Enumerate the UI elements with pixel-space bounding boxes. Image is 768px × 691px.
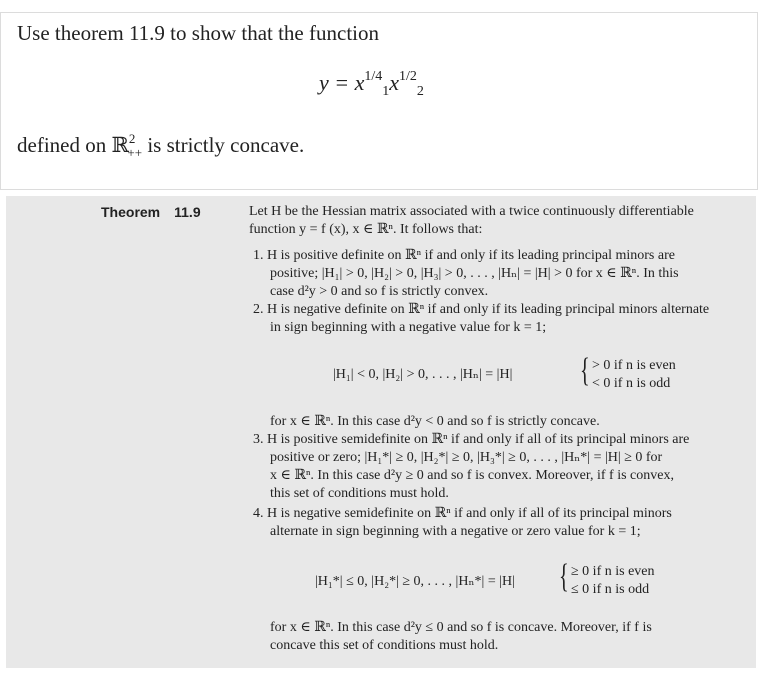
item4-line-1: 4. H is negative semidefinite on ℝⁿ if and only if all of its principal minors bbox=[253, 506, 672, 521]
concave-text: is strictly concave. bbox=[142, 133, 305, 157]
eq-exp-2: 1/2 bbox=[399, 69, 417, 84]
domain-sup: 2 bbox=[128, 131, 136, 146]
domain-text: defined on ℝ bbox=[17, 133, 129, 157]
item2-line-1: 2. H is negative definite on ℝⁿ if and only if its leading principal minors alternate bbox=[253, 302, 710, 317]
theorem-word: Theorem bbox=[101, 204, 161, 220]
question-line-3 bbox=[17, 127, 304, 165]
question-equation bbox=[319, 69, 424, 100]
item3-line-3: x ∈ ℝⁿ. In this case d²y ≥ 0 and so f is convex. Moreover, if f is convex, bbox=[270, 468, 674, 483]
item2-equation: |H₁| < 0, |H₂| > 0, . . . , |Hₙ| = |H| bbox=[333, 367, 513, 382]
intro-line-2: function y = f (x), x ∈ ℝⁿ. It follows that: bbox=[249, 222, 483, 237]
item2-after: for x ∈ ℝⁿ. In this case d²y < 0 and so f is strictly concave. bbox=[270, 414, 600, 429]
theorem-box bbox=[6, 196, 756, 668]
item3-line-1: 3. H is positive semidefinite on ℝⁿ if and only if all of its principal minors are bbox=[253, 432, 690, 447]
item2-line-2: in sign beginning with a negative value for k = 1; bbox=[270, 320, 547, 335]
question-box bbox=[0, 12, 758, 190]
item1-line-2: positive; |H₁| > 0, |H₂| > 0, |H₃| > 0, . . . , |Hₙ| = |H| > 0 for x ∈ ℝⁿ. In this bbox=[270, 266, 679, 281]
item2-brace: { bbox=[580, 352, 590, 389]
eq-sub-2: 2 bbox=[416, 84, 424, 99]
item4-line-2: alternate in sign beginning with a negative or zero value for k = 1; bbox=[270, 524, 641, 539]
eq-x2: x bbox=[389, 70, 400, 95]
eq-y: y = x bbox=[319, 70, 365, 95]
question-line-1: Use theorem 11.9 to show that the function bbox=[17, 21, 379, 45]
item4-after-2: concave this set of conditions must hold. bbox=[270, 638, 499, 653]
item3-line-4: this set of conditions must hold. bbox=[270, 486, 449, 501]
item4-equation: |H₁*| ≤ 0, |H₂*| ≥ 0, . . . , |Hₙ*| = |H| bbox=[315, 574, 515, 589]
theorem-label bbox=[101, 204, 201, 220]
item4-brace: { bbox=[559, 558, 569, 595]
eq-sub-1: 1 bbox=[382, 84, 390, 99]
item2-case-1: > 0 if n is even bbox=[592, 358, 676, 373]
item3-line-2: positive or zero; |H₁*| ≥ 0, |H₂*| ≥ 0, |H₃*| ≥ 0, . . . , |Hₙ*| = |H| ≥ 0 for bbox=[270, 450, 663, 465]
item4-case-1: ≥ 0 if n is even bbox=[571, 564, 655, 579]
item4-after-1: for x ∈ ℝⁿ. In this case d²y ≤ 0 and so f is concave. Moreover, if f is bbox=[270, 620, 652, 635]
item1-line-3: case d²y > 0 and so f is strictly convex. bbox=[270, 284, 489, 299]
item4-case-2: ≤ 0 if n is odd bbox=[571, 582, 650, 597]
item1-line-1: 1. H is positive definite on ℝⁿ if and only if its leading principal minors are bbox=[253, 248, 675, 263]
domain-sub: ++ bbox=[127, 145, 143, 160]
theorem-number: 11.9 bbox=[174, 204, 201, 220]
item2-case-2: < 0 if n is odd bbox=[592, 376, 671, 391]
intro-line-1: Let H be the Hessian matrix associated with a twice continuously differentiable bbox=[249, 204, 694, 219]
eq-exp-1: 1/4 bbox=[364, 69, 383, 84]
